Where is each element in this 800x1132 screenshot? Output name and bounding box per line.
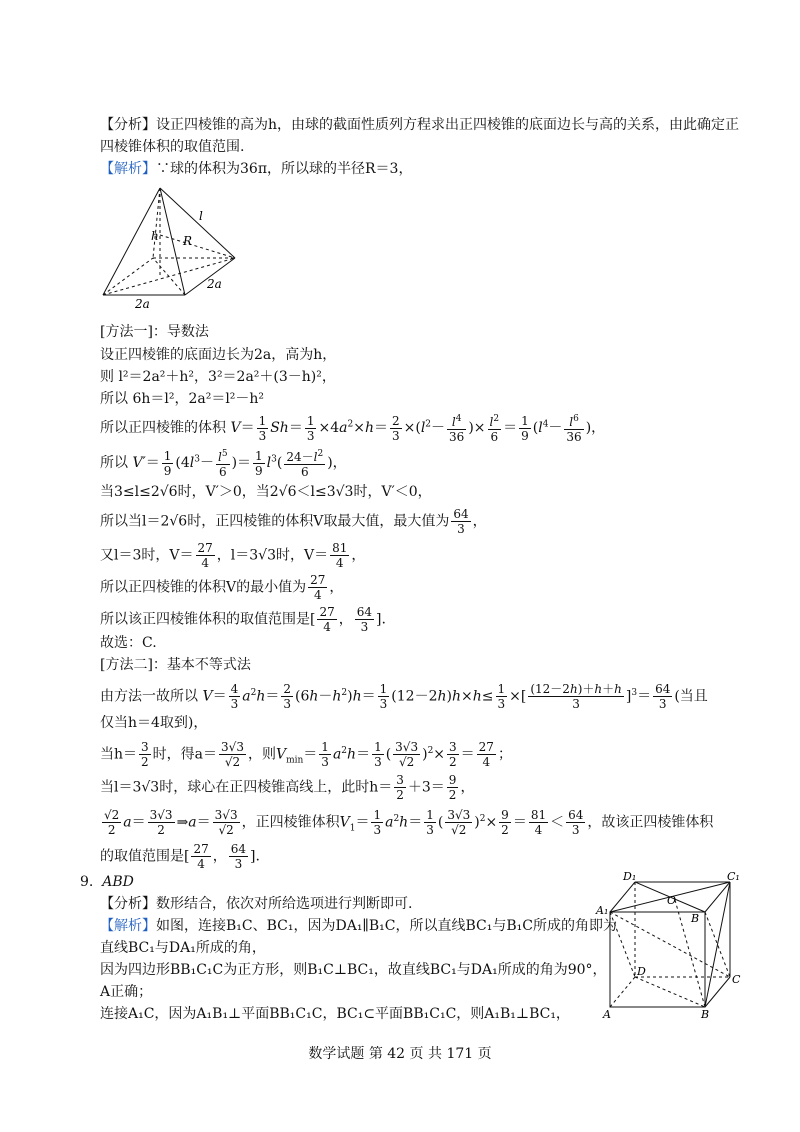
fig2-label-C1: C₁ — [727, 870, 740, 883]
m2-line-4: $\frac{√2}{2}$ a＝ $\frac{3√3}{2}$ ⇒a＝ $\frac{3√3}{√2}$ ，正四棱锥体积$V_1=$ $\frac{1}{3}$ $a^2h=$ $\frac{1}{3}$ ( $\frac{3√3}{√2}$ )$^2$× $\frac{9}{2}$ ＝ $\frac{81}{4}$ ＜ $\frac{64}{3}$ ，故该正四棱锥体积 — [104, 808, 714, 837]
q9-analysis: 【分析】数形结合，依次对所给选项进行判断即可. — [100, 896, 413, 912]
m2-line-3: 当l＝3√3时，球心在正四棱锥高线上，此时h＝ $\frac{3}{2}$ ＋3＝ $\frac{9}{2}$ ， — [100, 773, 475, 802]
solution-line — [100, 159, 412, 179]
fig2-label-B: B — [701, 1008, 710, 1020]
m1-volume-line: 所以正四棱锥的体积 V＝ $\frac{1}{3}$ Sh＝ $\frac{1}{3}$ $\times 4a^2\times h=$ $\frac{2}{3}$ $\times(l^2-$ $\frac{l^4}{36}$ )× $\frac{l^2}{6}$ ＝ $\frac{1}{9}$ ($l^4-$ $\frac{l^6}{36}$ )， — [100, 413, 606, 444]
fig2-label-A: A — [603, 1008, 611, 1020]
fig1-label-l: l — [199, 209, 203, 223]
q9-solution-1: 【解析】如图，连接B₁C、BC₁，因为DA₁∥B₁C，所以直线BC₁与B₁C所成的角即为 — [100, 918, 617, 934]
solution-tag: 【解析】 — [100, 161, 156, 177]
m1-choice: 故选：C. — [100, 635, 157, 651]
solution-text: ∵球的体积为36π，所以球的半径R＝3， — [156, 161, 413, 177]
q9-solution-2: 直线BC₁与DA₁所成的角， — [100, 940, 266, 956]
fig2-label-O: O — [667, 894, 677, 907]
fig1-label-h: h — [151, 229, 159, 243]
m1-line-3: 所以 6h＝l²，2a²＝l²－h² — [100, 391, 265, 407]
fig2-label-A1: A₁ — [596, 904, 609, 917]
m2-line-5: 的取值范围是[ $\frac{27}{4}$ ， $\frac{64}{3}$ ]. — [100, 842, 260, 871]
analysis-tag: 【分析】 — [100, 117, 156, 133]
m1-max-line: 所以当l＝2√6时，正四棱锥的体积V取最大值，最大值为 $\frac{64}{3}$ ， — [100, 507, 487, 536]
cube-figure — [595, 870, 745, 1020]
m1-min-line: 所以正四棱锥的体积V的最小值为 $\frac{27}{4}$ ， — [100, 573, 344, 602]
q9-solution-4: A正确； — [100, 984, 153, 1000]
analysis-line-2: 四棱锥体积的取值范围. — [100, 139, 245, 155]
fig1-label-R: R — [183, 234, 193, 248]
q9-header — [80, 872, 134, 892]
fig2-label-D: D — [637, 965, 646, 978]
m2-line-1: 由方法一故所以 V＝ $\frac{4}{3}$ $a^2h=$ $\frac{2}{3}$ $(6h-h^2)h=$ $\frac{1}{3}$ (12－2h)h×h≤ $\frac{1}{3}$ ×[ $\frac{(12-2h)+h+h}{3}$ ]$^3$＝ $\frac{64}{3}$ (当且 — [100, 682, 708, 711]
method2-title: [方法二]：基本不等式法 — [100, 657, 251, 673]
q9-number: 9. — [80, 874, 94, 890]
q9-answer: ABD — [102, 874, 134, 890]
m1-line-1: 设正四棱锥的底面边长为2a，高为h， — [100, 347, 337, 363]
m2-line-2: 当h＝ $\frac{3}{2}$ 时，得a＝ $\frac{3√3}{√2}$ ，则$V_{min}=$ $\frac{1}{3}$ $a^2h=$ $\frac{1}{3}$ ( $\frac{3√3}{√2}$ )$^2$× $\frac{3}{2}$ ＝ $\frac{27}{4}$ ； — [100, 740, 512, 769]
method1-title: [方法一]：导数法 — [100, 324, 209, 340]
q9-solution-5: 连接A₁C，因为A₁B₁⊥平面BB₁C₁C，BC₁⊂平面BB₁C₁C，则A₁B₁⊥BC₁， — [100, 1006, 570, 1022]
m1-monotone: 当3≤l≤2√6时，V′＞0，当2√6＜l≤3√3时，V′＜0， — [100, 484, 432, 500]
page-footer: 数学试题 第 42 页 共 171 页 — [308, 1046, 492, 1062]
m1-derivative-line: 所以 V′＝ $\frac{1}{9}$ ($4l^3-$ $\frac{l^5}{6}$ )＝ $\frac{1}{9}$ $l^3$( $\frac{24-l^2}{6}$ )， — [100, 448, 347, 479]
m2-line-1b: 仅当h＝4取到)， — [100, 715, 208, 731]
m1-line-2: 则 l²＝2a²＋h²，3²＝2a²＋(3－h)²， — [100, 369, 336, 385]
m1-range-line: 所以该正四棱锥体积的取值范围是[ $\frac{27}{4}$ ， $\frac{64}{3}$ ]. — [100, 605, 386, 634]
fig2-label-D1: D₁ — [623, 870, 637, 883]
q9-solution-3: 因为四边形BB₁C₁C为正方形，则B₁C⊥BC₁，故直线BC₁与DA₁所成的角为90°， — [100, 962, 607, 978]
fig1-label-base: 2a — [135, 297, 150, 310]
pyramid-figure — [95, 180, 245, 310]
fig1-label-side: 2a — [207, 277, 222, 291]
m1-ends-line: 又l＝3时，V＝ $\frac{27}{4}$ ，l＝3√3时，V＝ $\frac{81}{4}$ ， — [100, 541, 366, 570]
fig2-label-C: C — [732, 973, 741, 986]
fig2-label-B1: B — [691, 912, 700, 925]
analysis-text: 设正四棱锥的高为h，由球的截面性质列方程求出正四棱锥的底面边长与高的关系，由此确定正 — [156, 117, 740, 133]
analysis-line-1 — [100, 115, 739, 135]
